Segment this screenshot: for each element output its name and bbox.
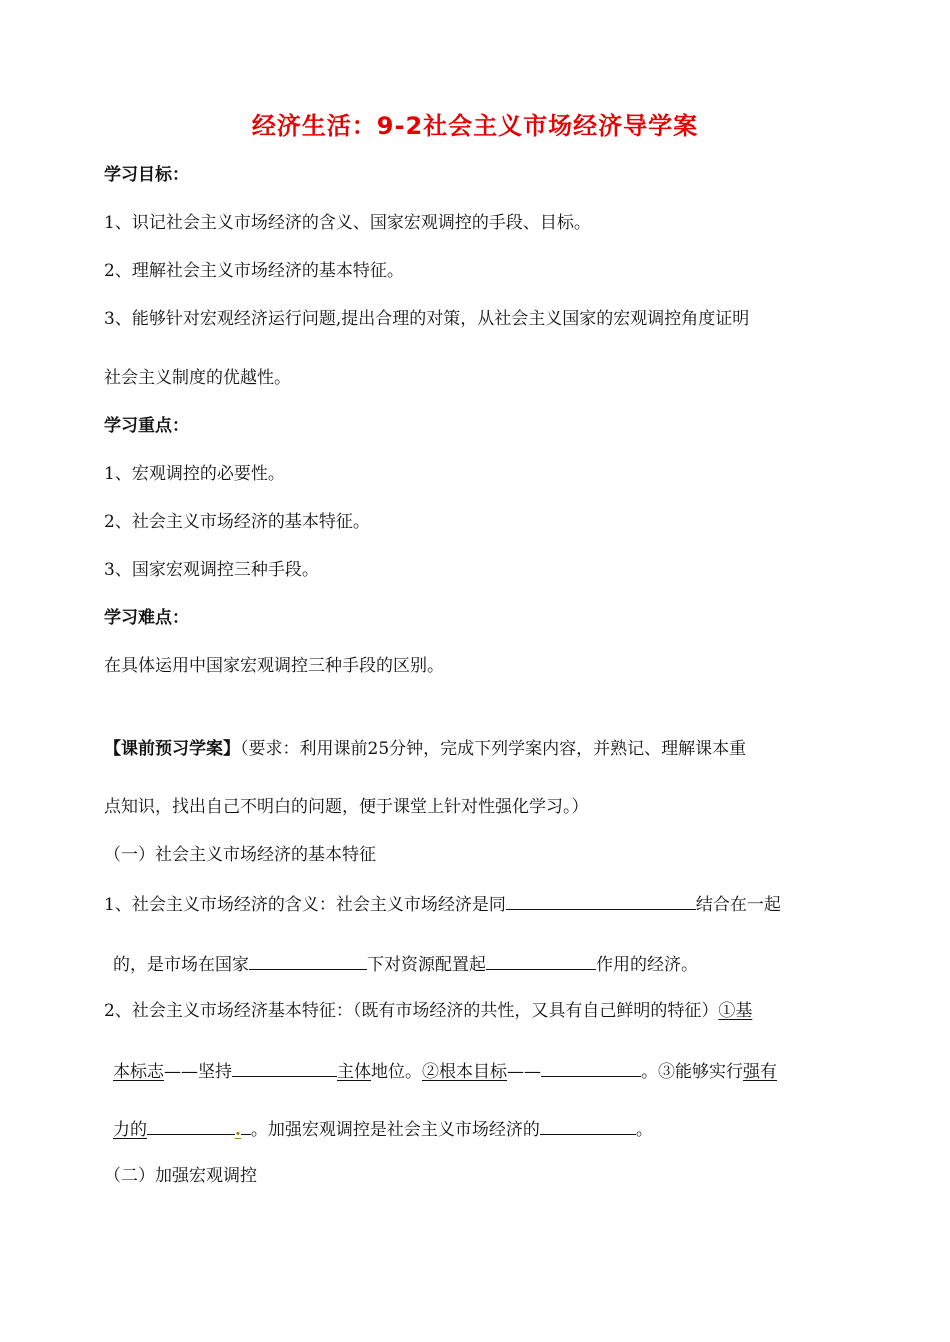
- question-text: 结合在一起: [695, 895, 781, 915]
- question-text: ——: [507, 1062, 541, 1082]
- question-text: ①基: [718, 1001, 753, 1021]
- preview-requirement: （要求：利用课前25分钟，完成下列学案内容，并熟记、理解课本重: [240, 739, 747, 759]
- preview-label: 【课前预习学案】: [104, 739, 240, 759]
- key-point-item: 1、宏观调控的必要性。: [104, 464, 285, 484]
- objectives-heading: 学习目标：: [104, 165, 189, 185]
- key-point-item: 2、社会主义市场经济的基本特征。: [104, 512, 370, 532]
- difficulties-heading: 学习难点：: [104, 608, 189, 628]
- key-points-heading: 学习重点：: [104, 416, 189, 436]
- objective-item: 社会主义制度的优越性。: [104, 368, 291, 388]
- question-text: 的，是市场在国家: [113, 955, 249, 975]
- fill-blank[interactable]: [506, 891, 696, 910]
- question-text: 本标志: [113, 1062, 164, 1082]
- question-text: ②根本目标: [422, 1062, 507, 1082]
- question-text: 地位。: [371, 1062, 422, 1082]
- question-text: 1、社会主义市场经济的含义：社会主义市场经济是同: [104, 895, 506, 915]
- question-line: [113, 951, 698, 977]
- question-text: .: [235, 1120, 241, 1140]
- fill-blank[interactable]: [241, 1116, 251, 1135]
- difficulty-item: 在具体运用中国家宏观调控三种手段的区别。: [104, 656, 444, 676]
- objective-item: 3、能够针对宏观经济运行问题,提出合理的对策，从社会主义国家的宏观调控角度证明: [104, 309, 750, 329]
- question-line: [104, 891, 781, 917]
- question-line: [104, 999, 752, 1023]
- preview-requirement-line: 点知识，找出自己不明白的问题，便于课堂上针对性强化学习。）: [104, 797, 589, 817]
- section-title: （一）社会主义市场经济的基本特征: [104, 845, 376, 865]
- key-point-item: 3、国家宏观调控三种手段。: [104, 560, 319, 580]
- question-line: [113, 1116, 653, 1142]
- fill-blank[interactable]: [147, 1116, 235, 1135]
- fill-blank[interactable]: [540, 1116, 636, 1135]
- question-text: ——坚持: [164, 1062, 232, 1082]
- page-title: 经济生活：9-2社会主义市场经济导学案: [251, 112, 699, 140]
- question-text: 2、社会主义市场经济基本特征：（既有市场经济的共性，又具有自己鲜明的特征）: [104, 1001, 719, 1021]
- question-text: 。: [635, 1120, 653, 1140]
- question-text: ③能够实行: [658, 1062, 743, 1082]
- fill-blank[interactable]: [541, 1058, 641, 1077]
- fill-blank[interactable]: [249, 951, 367, 970]
- fill-blank[interactable]: [486, 951, 596, 970]
- question-text: 作用的经济。: [596, 955, 698, 975]
- question-text: 主体: [337, 1062, 371, 1082]
- objective-item: 2、理解社会主义市场经济的基本特征。: [104, 261, 404, 281]
- question-text: 力的: [113, 1120, 147, 1140]
- fill-blank[interactable]: [232, 1058, 337, 1077]
- question-text: 。: [641, 1062, 658, 1082]
- question-text: 下对资源配置起: [367, 955, 486, 975]
- objective-item: 1、识记社会主义市场经济的含义、国家宏观调控的手段、目标。: [104, 213, 591, 233]
- preview-requirement-line: [104, 737, 746, 761]
- question-text: 强有: [743, 1062, 777, 1082]
- question-line: [113, 1058, 777, 1084]
- question-text: 。加强宏观调控是社会主义市场经济的: [250, 1120, 540, 1140]
- section-title: （二）加强宏观调控: [104, 1166, 257, 1186]
